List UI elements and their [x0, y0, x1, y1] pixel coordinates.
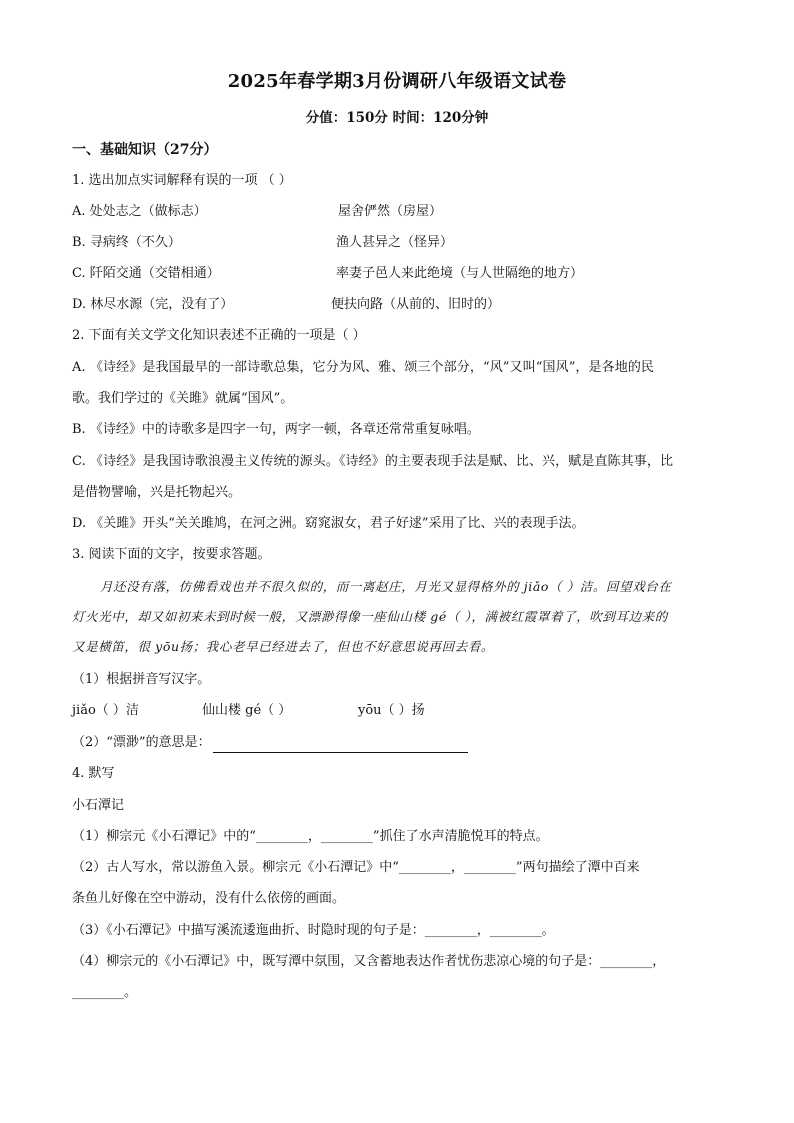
q1-stem: 1. 选出加点实词解释有误的一项 （ ）: [72, 173, 292, 188]
q4-s4-line2: ________。: [72, 985, 138, 1000]
pinyin-ge-blank: 仙山楼 gé（ ）: [202, 703, 292, 718]
q1-option-b-right: 渔人甚异之（怪异）: [336, 235, 454, 250]
q2-option-c-line1: C. 《诗经》是我国诗歌浪漫主义传统的源头。《诗经》的主要表现手法是赋、比、兴，赋是直陈其事，比: [72, 454, 674, 469]
q1-option-d-right: 便扶向路（从前的、旧时的）: [331, 297, 501, 312]
q4-subtitle: 小石潭记: [72, 798, 125, 813]
q3-passage-line2: 灯火光中，却又如初来未到时候一般，又漂渺得像一座仙山楼 gé（ ），满被红霞罩着了，吹到耳边来的: [72, 609, 668, 624]
q4-stem: 4. 默写: [72, 766, 115, 781]
q3-passage-line1: 月还没有落，仿佛看戏也并不很久似的，而一离赵庄，月光又显得格外的 jiǎo（ ）洁。回望戏台在: [100, 579, 672, 594]
q2-option-a-line1: A. 《诗经》是我国最早的一部诗歌总集，它分为风、雅、颂三个部分，“风”又叫“国风”，是各地的民: [72, 360, 655, 375]
q1-option-d-left: D. 林尽水源（完，没有了）: [72, 297, 234, 312]
q1-option-a-right: 屋舍俨然（房屋）: [338, 204, 443, 219]
q1-option-a-left: A. 处处志之（做标志）: [72, 204, 207, 219]
q3-sub1: （1）根据拼音写汉字。: [72, 672, 211, 687]
q4-s2-line2: 条鱼儿好像在空中游动，没有什么依傍的画面。: [72, 891, 346, 906]
q2-option-a-line2: 歌。我们学过的《关雎》就属“国风”。: [72, 391, 294, 406]
pinyin-jiao-blank: jiǎo（ ）洁: [72, 703, 139, 718]
q1-option-c-right: 率妻子邑人来此绝境（与人世隔绝的地方）: [336, 266, 584, 281]
q1-option-b-left: B. 寻病终（不久）: [72, 235, 181, 250]
q3-sub2-label: （2）“漂渺”的意思是：: [72, 735, 211, 750]
q2-stem: 2. 下面有关文学文化知识表述不正确的一项是（ ）: [72, 328, 366, 343]
q3-passage-line3: 又是横笛，很 yōu扬；我心老早已经进去了，但也不好意思说再回去看。: [72, 639, 495, 654]
q4-s2-line1: （2）古人写水，常以游鱼入景。柳宗元《小石潭记》中“________，________”两句描绘了潭中百来: [72, 860, 640, 875]
q2-option-d: D. 《关雎》开头“关关雎鸠，在河之洲。窈窕淑女，君子好逑”采用了比、兴的表现手法。: [72, 516, 585, 531]
q2-option-b: B. 《诗经》中的诗歌多是四字一句，两字一顿，各章还常常重复咏唱。: [72, 422, 480, 437]
q4-s3: （3）《小石潭记》中描写溪流逶迤曲折、时隐时现的句子是：________，________。: [72, 923, 555, 938]
q3-sub2: [72, 733, 468, 753]
section-heading: 一、基础知识（27分）: [72, 142, 218, 158]
q4-s4-line1: （4）柳宗元的《小石潭记》中，既写潭中氛围，又含蓄地表达作者忧伤悲凉心境的句子是：________，: [72, 954, 666, 969]
q3-stem: 3. 阅读下面的文字，按要求答题。: [72, 547, 271, 562]
exam-title: 2025年春学期3月份调研八年级语文试卷: [227, 71, 567, 92]
exam-subtitle: 分值：150分 时间：120分钟: [305, 110, 489, 126]
q1-option-c-left: C. 阡陌交通（交错相通）: [72, 266, 220, 281]
q4-s1: （1）柳宗元《小石潭记》中的“________，________”抓住了水声清脆悦耳的特点。: [72, 829, 549, 844]
pinyin-you-blank: yōu（ ）扬: [358, 703, 425, 718]
q2-option-c-line2: 是借物譬喻，兴是托物起兴。: [72, 485, 242, 500]
answer-blank-line[interactable]: [213, 738, 468, 753]
